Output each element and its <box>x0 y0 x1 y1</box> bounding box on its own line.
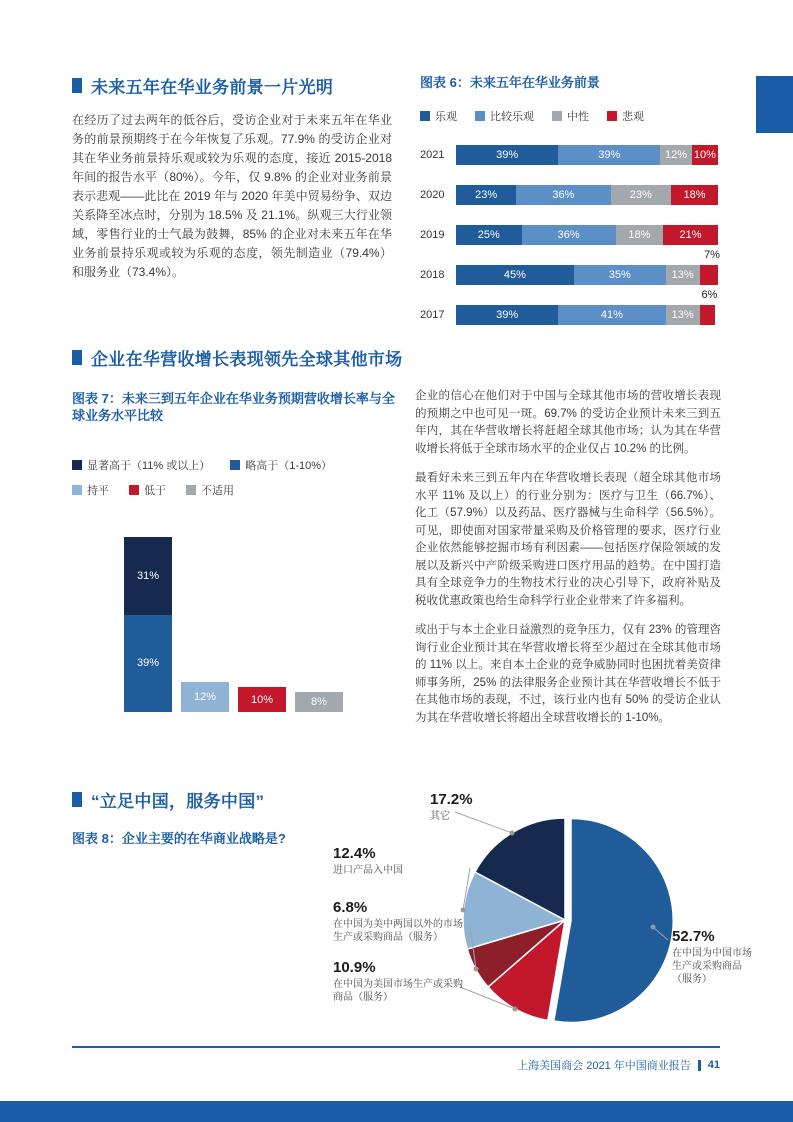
section1-heading <box>72 73 333 98</box>
chart6-legend-item <box>552 108 589 124</box>
pie-label-percent: 12.4% <box>333 845 376 862</box>
legend-label: 乐观 <box>435 111 457 123</box>
chart6-legend-item <box>420 108 457 124</box>
chart7-segment <box>124 615 172 713</box>
chart6-segment-value: 39% <box>598 149 621 161</box>
chart6-segment-value: 36% <box>552 189 575 201</box>
chart6-segment-value: 13% <box>671 309 694 321</box>
chart6-segment <box>456 225 522 245</box>
legend-label: 低于 <box>144 485 166 497</box>
legend-label: 悲观 <box>622 111 644 123</box>
chart6-row <box>420 289 722 325</box>
pie-label <box>430 791 520 823</box>
pie-label-desc: 在中国为中国市场生产或采购商品（服务） <box>672 948 752 985</box>
legend-label: 比较乐观 <box>490 111 534 123</box>
chart6-title: 图表 6：未来五年在华业务前景 <box>420 75 600 90</box>
pie-label <box>333 959 463 1004</box>
chart6-segment <box>692 145 718 165</box>
chart6-segment <box>666 265 700 285</box>
chart6-year-label: 2021 <box>420 149 445 161</box>
chart6-segment-value: 7% <box>704 249 720 261</box>
section2-heading-text: 企业在华营收增长表现领先全球其他市场 <box>91 350 403 369</box>
pie-label-percent: 17.2% <box>430 791 473 808</box>
pie-label-percent: 6.8% <box>333 899 368 916</box>
pie-label <box>333 845 473 877</box>
chart6-segment <box>558 145 660 165</box>
chart6-segment <box>616 225 663 245</box>
chart6-legend-item <box>607 108 644 124</box>
pie-label-desc: 在中国为美中两国以外的市场生产或采购商品（服务） <box>333 919 463 943</box>
page-edge-tab <box>756 76 793 133</box>
chart6-segment-value: 12% <box>665 149 688 161</box>
chart6-row <box>420 145 722 165</box>
legend-label: 显著高于（11% 或以上） <box>87 460 211 472</box>
chart7-segment <box>238 687 286 712</box>
chart7-segment-value: 12% <box>193 691 217 703</box>
chart6-segment <box>574 265 666 285</box>
chart7-segment-value: 8% <box>311 696 327 708</box>
chart6-row <box>420 185 722 205</box>
footer <box>517 1057 720 1073</box>
chart6-bar <box>456 249 720 285</box>
legend-swatch <box>230 460 240 470</box>
pie-label-desc: 在中国为美国市场生产或采购商品（服务） <box>333 979 463 1003</box>
chart6-segment <box>663 225 718 245</box>
paragraph: 最看好未来三到五年内在华营收增长表现（超全球其他市场水平 11% 及以上）的行业分别为：医疗与卫生（66.7%）、化工（57.9%）以及药品、医疗器械与生命科学（56.5%）。可见，即使面对国家带量采购及价格管理的要求，医疗行业企业依然能够挖掘市场有利因素——包括医疗保险领域的发展以及新兴中产阶级采购进口医疗用品的趋势。在中国打造具有全球竞争力的生物技术行业的决心引导下，政府补贴及税收优惠政策也给生命科学行业企业带来了许多福利。 <box>415 472 721 607</box>
chart6-segment <box>660 145 691 165</box>
legend-label: 持平 <box>87 485 109 497</box>
chart7-legend-row1 <box>72 457 412 473</box>
chart7-legend-item <box>72 457 210 473</box>
legend-label: 略高于（1-10%） <box>245 460 333 472</box>
pie-slice <box>554 818 673 1022</box>
pie-label-percent: 52.7% <box>672 928 715 945</box>
bottom-bar <box>0 1101 793 1122</box>
chart6-legend-item <box>475 108 534 124</box>
chart6-segment-value: 18% <box>628 229 651 241</box>
chart7-legend-item <box>186 482 234 498</box>
heading-bullet-icon <box>72 78 82 93</box>
section2-heading <box>72 345 402 370</box>
chart6-segment-value: 35% <box>608 269 631 281</box>
section3-heading <box>72 787 264 812</box>
chart6-segment <box>456 145 558 165</box>
chart6-bar <box>456 225 718 245</box>
chart6-row <box>420 249 722 285</box>
chart6-bar <box>456 185 718 205</box>
chart6-segment-value: 23% <box>629 189 652 201</box>
legend-swatch <box>186 485 196 495</box>
footer-report-title: 上海美国商会 2021 年中国商业报告 <box>517 1060 691 1072</box>
chart6-segment <box>671 185 718 205</box>
chart6 <box>420 74 722 345</box>
chart6-segment <box>700 249 720 285</box>
chart6-segment-value: 25% <box>477 229 500 241</box>
chart6-row <box>420 225 722 245</box>
chart7-column <box>181 682 229 712</box>
chart7-column <box>295 692 343 712</box>
chart6-year-label: 2020 <box>420 189 445 201</box>
chart7-segment <box>295 692 343 712</box>
pie-label-desc: 其它 <box>430 811 450 822</box>
chart6-segment-value: 13% <box>671 269 694 281</box>
chart7 <box>72 390 412 712</box>
chart6-segment-value: 45% <box>503 269 526 281</box>
chart6-year-label: 2018 <box>420 269 445 281</box>
chart7-segment-value: 10% <box>250 693 274 706</box>
chart6-segment-value: 41% <box>600 309 623 321</box>
chart8-title: 图表 8：企业主要的在华商业战略是? <box>72 831 286 846</box>
chart6-legend <box>420 108 722 124</box>
pie-label-percent: 10.9% <box>333 959 376 976</box>
chart7-legend-item <box>230 457 332 473</box>
chart6-segment <box>516 185 610 205</box>
pie-label <box>333 899 463 944</box>
legend-swatch <box>72 460 82 470</box>
heading-bullet-icon <box>72 350 82 365</box>
footer-separator <box>698 1060 701 1071</box>
section2-body <box>415 388 721 739</box>
heading-bullet-icon <box>72 792 82 807</box>
chart6-segment-value: 10% <box>693 149 716 161</box>
legend-swatch <box>420 111 430 121</box>
paragraph: 企业的信心在他们对于中国与全球其他市场的营收增长表现的预期之中也可见一斑。69.7% 的受访企业预计未来三到五年内，其在华营收增长将赶超全球其他市场；认为其在华营收增长将低于全球市场水平的企业仅占 10.2% 的比例。 <box>415 390 721 455</box>
chart7-segment-value: 31% <box>136 569 160 582</box>
chart7-legend-row2 <box>72 482 412 498</box>
chart6-year-label: 2019 <box>420 229 445 241</box>
chart6-segment <box>611 185 671 205</box>
chart7-segment <box>124 537 172 615</box>
chart6-segment-value: 6% <box>701 289 718 301</box>
chart7-stacked-column <box>124 537 172 712</box>
legend-swatch <box>129 485 139 495</box>
section1-heading-text: 未来五年在华业务前景一片光明 <box>91 78 334 97</box>
chart6-segment-value: 18% <box>683 189 706 201</box>
chart6-rows <box>420 145 722 325</box>
footer-page-number: 41 <box>707 1059 720 1071</box>
chart7-segment-value: 39% <box>136 657 160 670</box>
footer-rule <box>72 1046 720 1048</box>
pie-label-desc: 进口产品入中国 <box>333 865 403 876</box>
chart7-column <box>238 687 286 712</box>
chart6-segment <box>700 289 718 325</box>
section3-heading-text: “立足中国，服务中国” <box>91 792 265 811</box>
chart7-legend-item <box>72 482 109 498</box>
chart6-segment <box>522 225 616 245</box>
chart7-legend <box>72 457 412 498</box>
chart6-segment-value: 21% <box>679 229 702 241</box>
chart6-segment <box>666 305 700 325</box>
chart7-title: 图表 7：未来三到五年企业在华业务预期营收增长率与全球业务水平比较 <box>72 391 395 423</box>
paragraph: 或出于与本土企业日益激烈的竞争压力，仅有 23% 的管理咨询行业企业预计其在华营收增长将至少超过在全球其他市场的 11% 以上。来自本土企业的竞争威胁同时也困扰着美资律师事务所，25% 的法律服务企业预计其在华营收增长不低于在其他市场的表现，不过，该行业内也有 50% 的受访企业认为其在华营收增长将超出全球营收增长的 1-10%。 <box>415 624 721 724</box>
chart6-bar <box>456 145 718 165</box>
chart6-bar <box>456 289 718 325</box>
chart6-segment-value: 39% <box>496 149 519 161</box>
section1-body: 在经历了过去两年的低谷后，受访企业对于未来五年在华业务的前景预期终于在今年恢复了乐观。77.9% 的受访企业对其在华业务前景持乐观或较为乐观的态度，接近 2015-2018 年间的报告水平（80%）。今年，仅 9.8% 的企业对业务前景表示悲观——此比在 2019 年与 2020 年美中贸易纷争、双边关系降至冰点时，分别为 18.5% 及 21.1%。纵观三大行业领域，零售行业的士气最为鼓舞，85% 的企业对未来五年在华业务前景持乐观或较为乐观的态度，领先制造业（79.4%）和服务业（73.4%）。 <box>72 113 392 279</box>
chart6-segment <box>558 305 665 325</box>
legend-swatch <box>475 111 485 121</box>
pie-label <box>672 928 754 986</box>
legend-swatch <box>552 111 562 121</box>
chart8-pie <box>440 795 690 1045</box>
legend-swatch <box>72 485 82 495</box>
chart6-segment <box>456 185 516 205</box>
chart6-segment-value: 36% <box>557 229 580 241</box>
chart7-legend-item <box>129 482 166 498</box>
chart6-segment-value: 39% <box>496 309 519 321</box>
legend-label: 中性 <box>567 111 589 123</box>
legend-label: 不适用 <box>201 485 234 497</box>
legend-swatch <box>607 111 617 121</box>
chart6-segment <box>456 305 558 325</box>
chart6-segment <box>456 265 574 285</box>
chart6-year-label: 2017 <box>420 309 445 321</box>
chart7-plot <box>72 534 412 712</box>
chart6-segment-value: 23% <box>475 189 498 201</box>
chart7-segment <box>181 682 229 712</box>
